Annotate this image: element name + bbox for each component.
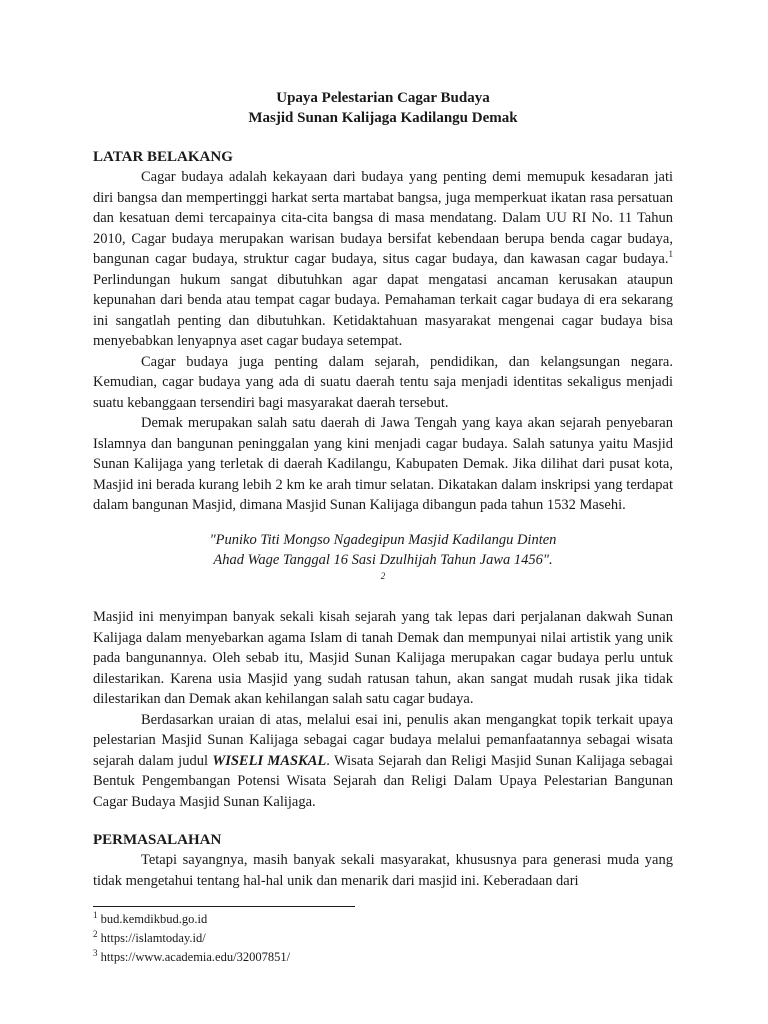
footnote-1 [93,910,673,929]
footnote-separator [93,906,355,907]
footnote-mark-2: 2 [93,928,98,939]
section-heading-permasalahan: PERMASALAHAN [93,832,222,848]
section-heading-latar-belakang: LATAR BELAKANG [93,149,233,165]
footnote-2 [93,929,673,948]
paragraph-1-text-b: Perlindungan hukum sangat dibutuhkan agar dapat mengatasi ancaman kerusakan ataupun kepunahan dari benda atau tempat cagar budaya. Pemahaman terkait cagar budaya di era sekarang ini sangatlah penting dan dibutuhkan. Ketidaktahuan masyarakat mengenai cagar budaya bisa menyebabkan lenyapnya aset cagar budaya setempat. [93,271,673,349]
paragraph-3: Demak merupakan salah satu daerah di Jawa Tengah yang kaya akan sejarah penyebaran Islamnya dan bangunan peninggalan yang kini menjadi cagar budaya. Salah satunya yaitu Masjid Sunan Kalijaga yang terletak di daerah Kadilangu, Kabupaten Demak. Jika dilihat dari pusat kota, Masjid ini berada kurang lebih 2 km ke arah timur selatan. Dikatakan dalam inskripsi yang terdapat dalam bangunan Masjid, dimana Masjid Sunan Kalijaga dibangun pada tahun 1532 Masehi. [93,415,673,513]
footnote-ref-1: 1 [668,249,673,260]
footnotes [93,910,673,967]
paragraph-5-text-a: Berdasarkan uraian di atas, melalui esai ini, penulis akan mengangkat topik terkait upaya pelestarian Masjid Sunan Kalijaga sebagai cagar budaya melalui pemanfaatannya sebagai wisata sejarah dalam judul [93,711,673,769]
footnote-mark-3: 3 [93,947,98,958]
paragraph-1-text-a: Cagar budaya adalah kekayaan dari budaya yang penting demi memupuk kesadaran jati diri bangsa dan mempertinggi harkat serta martabat bangsa, juga memperkuat ikatan rasa persatuan dan kesatuan demi tercapainya cita-cita bangsa di masa mendatang. Dalam UU RI No. 11 Tahun 2010, Cagar budaya merupakan warisan budaya bersifat kebendaan berupa benda cagar budaya, bangunan cagar budaya, struktur cagar budaya, situs cagar budaya, dan kawasan cagar budaya. [93,169,673,267]
footnote-mark-1: 1 [93,909,98,920]
document-page [93,88,673,891]
paragraph-4: Masjid ini menyimpan banyak sekali kisah sejarah yang tak lepas dari perjalanan dakwah Sunan Kalijaga dalam menyebarkan agama Islam di tanah Demak dan mempunyai nilai artistik yang unik pada bangunannya. Oleh sebab itu, Masjid Sunan Kalijaga merupakan cagar budaya perlu untuk dilestarikan. Karena usia Masjid yang sudah ratusan tahun, akan sangat mudah rusak jika tidak dilestarikan dan Demak akan kehilangan salah satu cagar budaya. [93,609,673,707]
document-title-line-2: Masjid Sunan Kalijaga Kadilangu Demak [248,110,518,126]
paragraph-5-text-b: . Wisata Sejarah dan Religi Masjid Sunan Kalijaga sebagai Bentuk Pengembangan Potensi Wisata Sejarah dan Religi Dalam Upaya Pelestarian Bangunan Cagar Budaya Masjid Sunan Kalijaga. [93,752,673,810]
paragraph-6: Tetapi sayangnya, masih banyak sekali masyarakat, khususnya para generasi muda yang tidak mengetahui tentang hal-hal unik dan menarik dari masjid ini. Keberadaan dari [93,852,673,889]
quote-line-2 [93,550,673,591]
paragraph-5 [93,710,673,813]
footnote-text-2: https://islamtoday.id/ [97,931,206,945]
footnote-text-1: bud.kemdikbud.go.id [97,912,208,926]
footnote-3 [93,948,673,967]
quote-line-1: "Puniko Titi Mongso Ngadegipun Masjid Kadilangu Dinten [209,531,557,548]
emphasis-title: WISELI MASKAL [212,752,327,769]
footnote-text-3: https://www.academia.edu/32007851/ [97,950,291,964]
inscription-quote [93,530,673,592]
paragraph-2: Cagar budaya juga penting dalam sejarah, pendidikan, dan kelangsungan negara. Kemudian, cagar budaya yang ada di suatu daerah tentu saja menjadi identitas sekaligus menjadi suatu kebanggaan tersendiri bagi masyarakat daerah tersebut. [93,353,673,411]
document-title-line-1: Upaya Pelestarian Cagar Budaya [276,90,490,106]
quote-line-2-text: Ahad Wage Tanggal 16 Sasi Dzulhijah Tahun Jawa 1456". [213,552,553,568]
footnote-ref-2: 2 [380,570,386,581]
paragraph-1 [93,167,673,352]
